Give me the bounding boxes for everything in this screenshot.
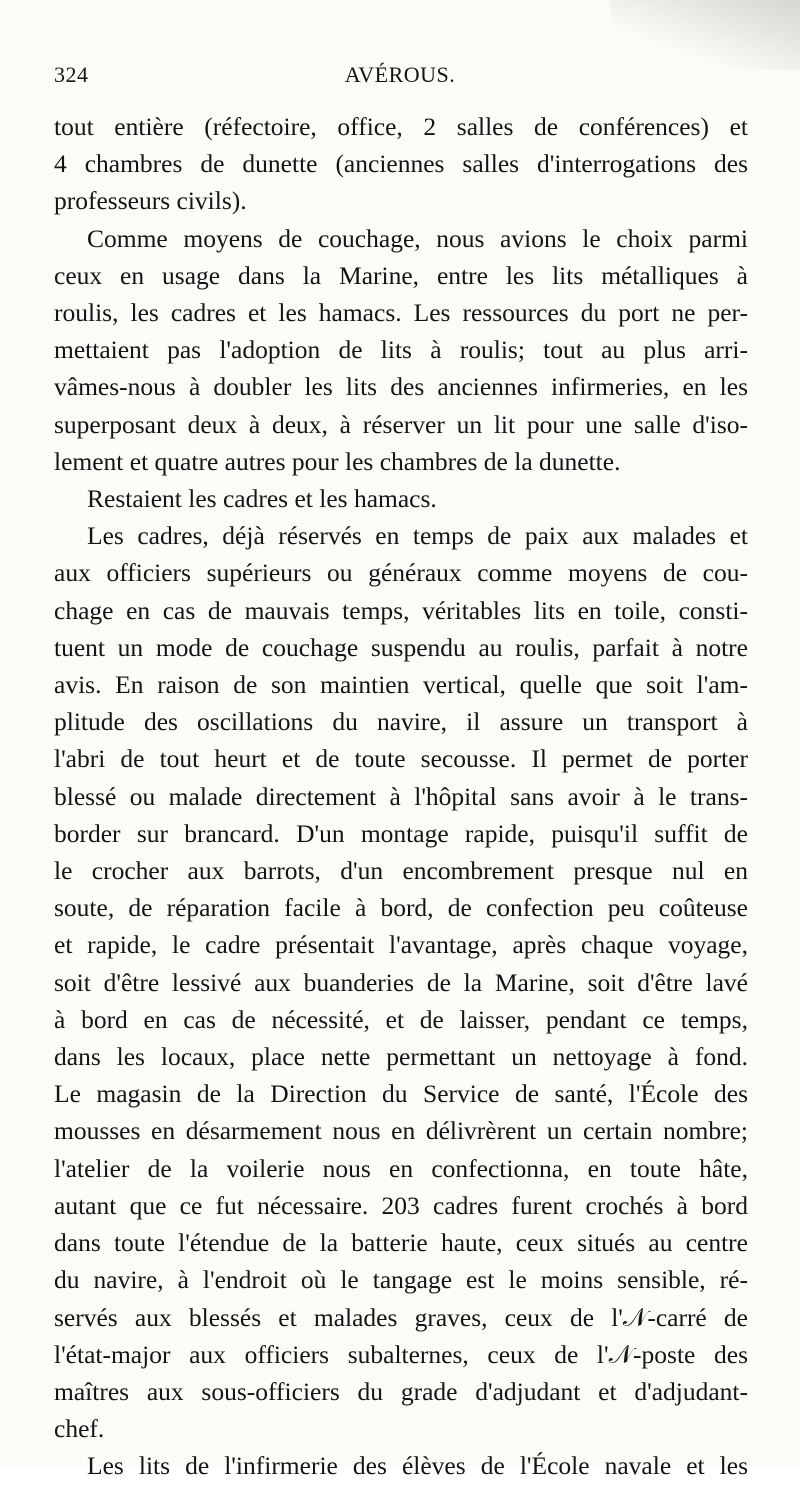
text-line: mousses en désarmement nous en délivrèrent un certain nombre; <box>54 1116 748 1146</box>
page-number: 324 <box>54 62 89 87</box>
paragraph-start-line: Les cadres, déjà réservés en temps de paix aux malades et <box>87 521 748 551</box>
text-line: et rapide, le cadre présentait l'avantage, après chaque voyage, <box>54 930 748 960</box>
text-line: roulis, les cadres et les hamacs. Les ressources du port ne per- <box>54 298 748 328</box>
text-line: ceux en usage dans la Marine, entre les lits métalliques à <box>54 260 748 290</box>
text-line: le crocher aux barrots, d'un encombrement presque nul en <box>54 856 748 886</box>
text-line: plitude des oscillations du navire, il assure un transport à <box>54 707 748 737</box>
paragraph-start-line: Les lits de l'infirmerie des élèves de l'École navale et les <box>87 1451 748 1481</box>
text-line: lement et quatre autres pour les chambres de la dunette. <box>54 446 621 476</box>
running-head: AVÉROUS. <box>344 62 456 87</box>
text-line: autant que ce fut nécessaire. 203 cadres furent crochés à bord <box>54 1190 748 1220</box>
text-line: aux officiers supérieurs ou généraux comme moyens de cou- <box>54 558 748 588</box>
text-line: professeurs civils). <box>54 186 247 216</box>
text-line: tout entière (réfectoire, office, 2 salles de conférences) et <box>54 112 748 141</box>
text-line: blessé ou malade directement à l'hôpital sans avoir à le trans- <box>54 781 748 811</box>
paragraph-start-line: Restaient les cadres et les hamacs. <box>87 484 437 514</box>
paragraph-start-line: Comme moyens de couchage, nous avions le choix parmi <box>87 223 748 253</box>
page-header <box>54 62 746 92</box>
text-line: soit d'être lessivé aux buanderies de la Marine, soit d'être lavé <box>54 967 748 997</box>
text-line: tuent un mode de couchage suspendu au roulis, parfait à notre <box>54 632 748 662</box>
text-line: chage en cas de mauvais temps, véritables lits en toile, consti- <box>54 595 748 625</box>
text-line: 4 chambres de dunette (anciennes salles d'interrogations des <box>54 149 748 179</box>
text-line: l'atelier de la voilerie nous en confectionna, en toute hâte, <box>54 1153 748 1183</box>
text-line: servés aux blessés et malades graves, ceux de l'𝒩-carré de <box>54 1302 748 1332</box>
text-line: l'état-major aux officiers subalternes, ceux de l'𝒩-poste des <box>54 1339 748 1369</box>
text-line: soute, de réparation facile à bord, de confection peu coûteuse <box>54 893 748 923</box>
text-line: du navire, à l'endroit où le tangage est le moins sensible, ré- <box>54 1265 748 1295</box>
text-line: à bord en cas de nécessité, et de laisser, pendant ce temps, <box>54 1004 748 1034</box>
text-line: vâmes-nous à doubler les lits des anciennes infirmeries, en les <box>54 372 748 402</box>
text-line: mettaient pas l'adoption de lits à roulis; tout au plus arri- <box>54 335 748 365</box>
text-line: l'abri de tout heurt et de toute secousse. Il permet de porter <box>54 744 748 774</box>
paper-stain <box>610 0 800 70</box>
text-line: Le magasin de la Direction du Service de santé, l'École des <box>54 1079 748 1109</box>
text-line: border sur brancard. D'un montage rapide, puisqu'il suffit de <box>54 818 748 848</box>
body-text <box>54 108 748 1485</box>
text-line: chef. <box>54 1414 105 1444</box>
text-line: maîtres aux sous-officiers du grade d'adjudant et d'adjudant- <box>54 1376 748 1406</box>
text-line: avis. En raison de son maintien vertical, quelle que soit l'am- <box>54 670 748 700</box>
text-line: superposant deux à deux, à réserver un lit pour une salle d'iso- <box>54 409 748 439</box>
text-line: dans les locaux, place nette permettant un nettoyage à fond. <box>54 1042 748 1072</box>
text-line: dans toute l'étendue de la batterie haute, ceux situés au centre <box>54 1228 748 1258</box>
